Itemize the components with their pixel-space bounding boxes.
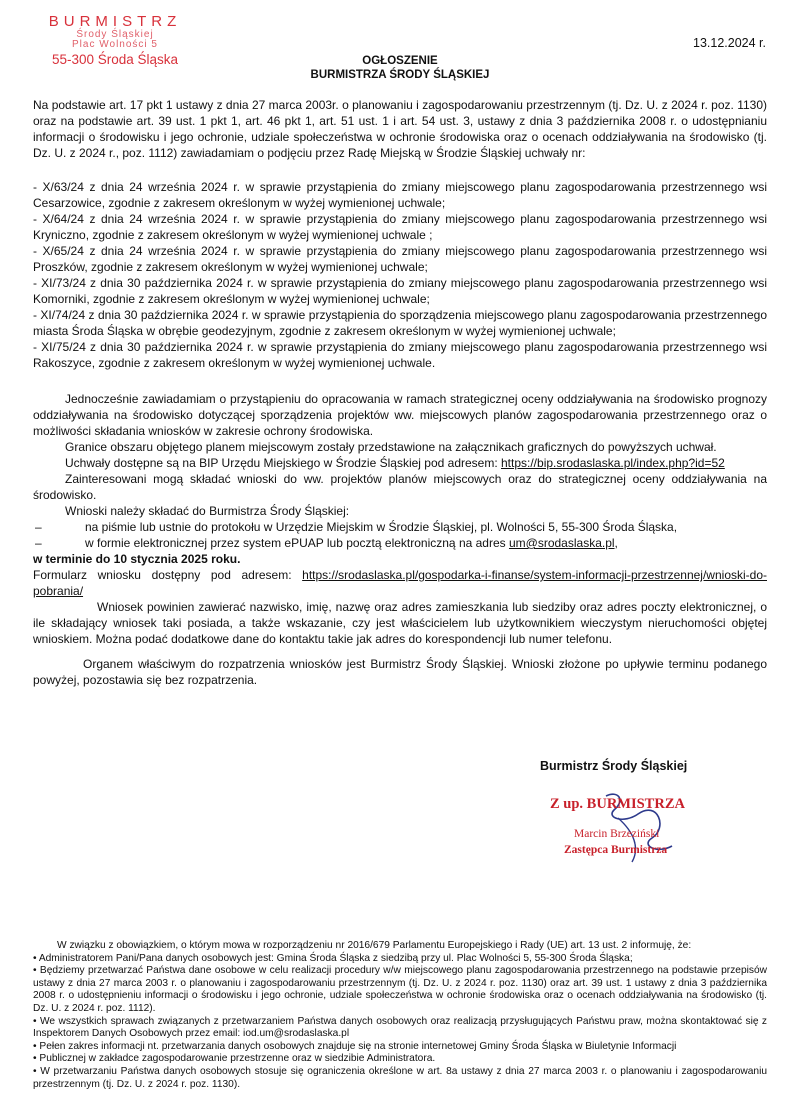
gdpr-notice — [33, 940, 767, 1091]
strategic-assessment-paragraph: Jednocześnie zawiadamiam o przystąpieniu do opracowania w ramach strategicznej oceny oddziaływania na środowisko prognozy oddziaływania na środowisko dotyczącej sporządzenia projektów ww. miejscowych planów zagospodarowania przestrzennego oraz o możliwości składania wniosków w zakresie ochrony środowiska. — [33, 392, 767, 438]
form-link[interactable]: https://srodaslaska.pl/gospodarka-i-finanse/system-informacji-przestrzennej/wnioski-do-pobrania/ — [33, 568, 767, 598]
stamp-role: Zastępca Burmistrza — [564, 844, 668, 856]
resolution-item: - XI/74/24 z dnia 30 października 2024 r. w sprawie przystąpienia do sporządzenia miejscowego planu zagospodarowania przestrzennego miasta Środa Śląska w obrębie geodezyjnym, zgodnie z zakresem określonym w wyżej wymienionej uchwale; — [33, 308, 767, 338]
heading-line-2: BURMISTRZA ŚRODY ŚLĄSKIEJ — [310, 69, 490, 81]
stamp-line-4: 55-300 Środa Śląska — [51, 51, 179, 67]
interested-paragraph: Zainteresowani mogą składać wnioski do ww. projektów planów miejscowych oraz do strategicznej oceny oddziaływania na środowisko. — [33, 472, 767, 502]
organ-paragraph: Organem właściwym do rozpatrzenia wniosków jest Burmistrz Środy Śląskiej. Wnioski złożone po upływie terminu podanego powyżej, pozostawia się bez rozpatrzenia. — [33, 657, 767, 687]
submit-option — [33, 535, 767, 551]
dash-bullet: – — [35, 520, 42, 534]
email-link[interactable]: um@srodaslaska.pl — [508, 536, 615, 550]
submit-options-list — [33, 519, 767, 551]
stamp-authority: Z up. BURMISTRZA — [550, 796, 685, 812]
gdpr-item: • We wszystkich sprawach związanych z przetwarzaniem Państwa danych osobowych oraz realizacją przysługujących Państwu praw, można skontaktować się z Inspektorem Danych Osobowych przez email: iod.um@srodaslaska.pl — [33, 1015, 767, 1040]
stamp-name: Marcin Brzeziński — [574, 828, 660, 840]
submit-option — [33, 519, 767, 535]
gdpr-item: • Publicznej w zakładce zagospodarowanie przestrzenne oraz w siedzibie Administratora. — [33, 1053, 436, 1065]
stamp-line-2: Środy Śląskiej — [76, 28, 154, 40]
submit-paragraph: Wnioski należy składać do Burmistrza Środy Śląskiej: — [65, 504, 350, 518]
intro-paragraph: Na podstawie art. 17 pkt 1 ustawy z dnia 27 marca 2003r. o planowaniu i zagospodarowaniu przestrzennym (tj. Dz. U. z 2024 r. poz. 1130) oraz na podstawie art. 39 ust. 1 pkt 1, art. 46 pkt 1, art. 51 ust. 1 i art. 54 ust. 3, ustawy z dnia 3 października 2008 r. o udostępnianiu informacji o środowisku i jego ochronie, udziale społeczeństwa w ochronie środowiska oraz o ocenach oddziaływania na środowisko (tj. Dz. U. z 2024 r., poz. 1112) zawiadamiam o podjęciu przez Radę Miejską w Środzie Śląskiej uchwały nr: — [33, 98, 767, 160]
resolution-list — [33, 179, 767, 371]
form-paragraph — [33, 567, 767, 599]
signature-stamp — [548, 788, 728, 868]
bip-link[interactable]: https://bip.srodaslaska.pl/index.php?id=52 — [501, 456, 725, 470]
stamp-line-3: Plac Wolności 5 — [72, 39, 158, 51]
submit-option-label: w formie elektronicznej przez system ePUAP lub pocztą elektroniczną na adres — [85, 536, 509, 550]
submit-option-tail: , — [614, 536, 618, 550]
heading-line-1: OGŁOSZENIE — [362, 55, 438, 67]
content-requirements-paragraph: Wniosek powinien zawierać nazwisko, imię, nazwę oraz adres zamieszkania lub siedziby oraz adres poczty elektronicznej, o ile składający wniosek taki posiada, a także wskazanie, czy jest właścicielem lub użytkownikiem wieczystym nieruchomości objętej wnioskiem. Można podać dodatkowe dane do kontaktu takie jak adres do korespondencji lub numer telefonu. — [33, 600, 767, 646]
gdpr-item: • W przetwarzaniu Państwa danych osobowych stosuje się ograniczenia określone w art. 8a ustawy z dnia 27 marca 2003 r. o planowaniu i zagospodarowaniu przestrzennym (tj. Dz. U. z 2024 r. poz. 1130). — [33, 1065, 767, 1090]
gdpr-item: • Administratorem Pani/Pana danych osobowych jest: Gmina Środa Śląska z siedzibą przy ul. Plac Wolności 5, 55-300 Środa Śląska; — [33, 952, 633, 964]
gdpr-item: • Będziemy przetwarzać Państwa dane osobowe w celu realizacji procedury w/w miejscowego planu zagospodarowania przestrzennego na podstawie przepisów ustawy z dnia 27 marca 2003 r. o planowaniu i zagospodarowaniu przestrzennym (tj. Dz. U. z 2024 r. poz. 1130) oraz art. 39 ust. 1 ustawy z dnia 3 października 2008 r. o udostępnieniu informacji o środowisku i jego ochronie, udziale społeczeństwa w ochronie środowiska oraz o ocenach oddziaływania na środowisko (tj. Dz. U. z 2024 r. poz. 1112). — [33, 965, 767, 1014]
document-body — [33, 97, 767, 688]
gdpr-item: • Pełen zakres informacji nt. przetwarzania danych osobowych znajduje się na stronie internetowej Gminy Środa Śląska w Biuletynie Informacji — [33, 1040, 677, 1052]
plan-borders-paragraph: Granice obszaru objętego planem miejscowym zostały przedstawione na załącznikach graficznych do powyższych uchwał. — [65, 440, 717, 454]
bip-paragraph — [33, 455, 767, 471]
submit-option-text — [85, 535, 618, 551]
gdpr-intro: W związku z obowiązkiem, o którym mowa w rozporządzeniu nr 2016/679 Parlamentu Europejskiego i Rady (UE) art. 13 ust. 2 informuję, że: — [57, 940, 692, 951]
dash-bullet: – — [35, 536, 42, 550]
deadline-text: w terminie do 10 stycznia 2025 roku. — [33, 552, 241, 566]
document-heading — [0, 51, 800, 82]
resolution-item: - X/64/24 z dnia 24 września 2024 r. w sprawie przystąpienia do zmiany miejscowego planu zagospodarowania przestrzennego wsi Kryniczno, zgodnie z zakresem określonym w wyżej wymienionej uchwale ; — [33, 212, 767, 242]
form-text: Formularz wniosku dostępny pod adresem: — [33, 568, 303, 582]
document-date: 13.12.2024 r. — [693, 36, 766, 50]
stamp-line-1: BURMISTRZ — [48, 13, 182, 30]
bip-text: Uchwały dostępne są na BIP Urzędu Miejskiego w Środzie Śląskiej pod adresem: — [65, 456, 501, 470]
resolution-item: - XI/73/24 z dnia 30 października 2024 r. w sprawie przystąpienia do zmiany miejscowego planu zagospodarowania przestrzennego wsi Komorniki, zgodnie z zakresem określonym w wyżej wymienionej uchwale; — [33, 276, 767, 306]
submit-option-text: na piśmie lub ustnie do protokołu w Urzędzie Miejskim w Środzie Śląskiej, pl. Wolności 5, 55-300 Środa Śląska, — [85, 520, 678, 534]
resolution-item: - X/63/24 z dnia 24 września 2024 r. w sprawie przystąpienia do zmiany miejscowego planu zagospodarowania przestrzennego wsi Cesarzowice, zgodnie z zakresem określonym w wyżej wymienionej uchwale; — [33, 180, 767, 210]
signature-title: Burmistrz Środy Śląskiej — [540, 759, 688, 773]
resolution-item: - XI/75/24 z dnia 30 października 2024 r. w sprawie przystąpienia do zmiany miejscowego planu zagospodarowania przestrzennego wsi Rakoszyce, zgodnie z zakresem określonym w wyżej wymienionej uchwale. — [33, 340, 767, 370]
resolution-item: - X/65/24 z dnia 24 września 2024 r. w sprawie przystąpienia do zmiany miejscowego planu zagospodarowania przestrzennego wsi Proszków, zgodnie z zakresem określonym w wyżej wymienionej uchwale; — [33, 244, 767, 274]
